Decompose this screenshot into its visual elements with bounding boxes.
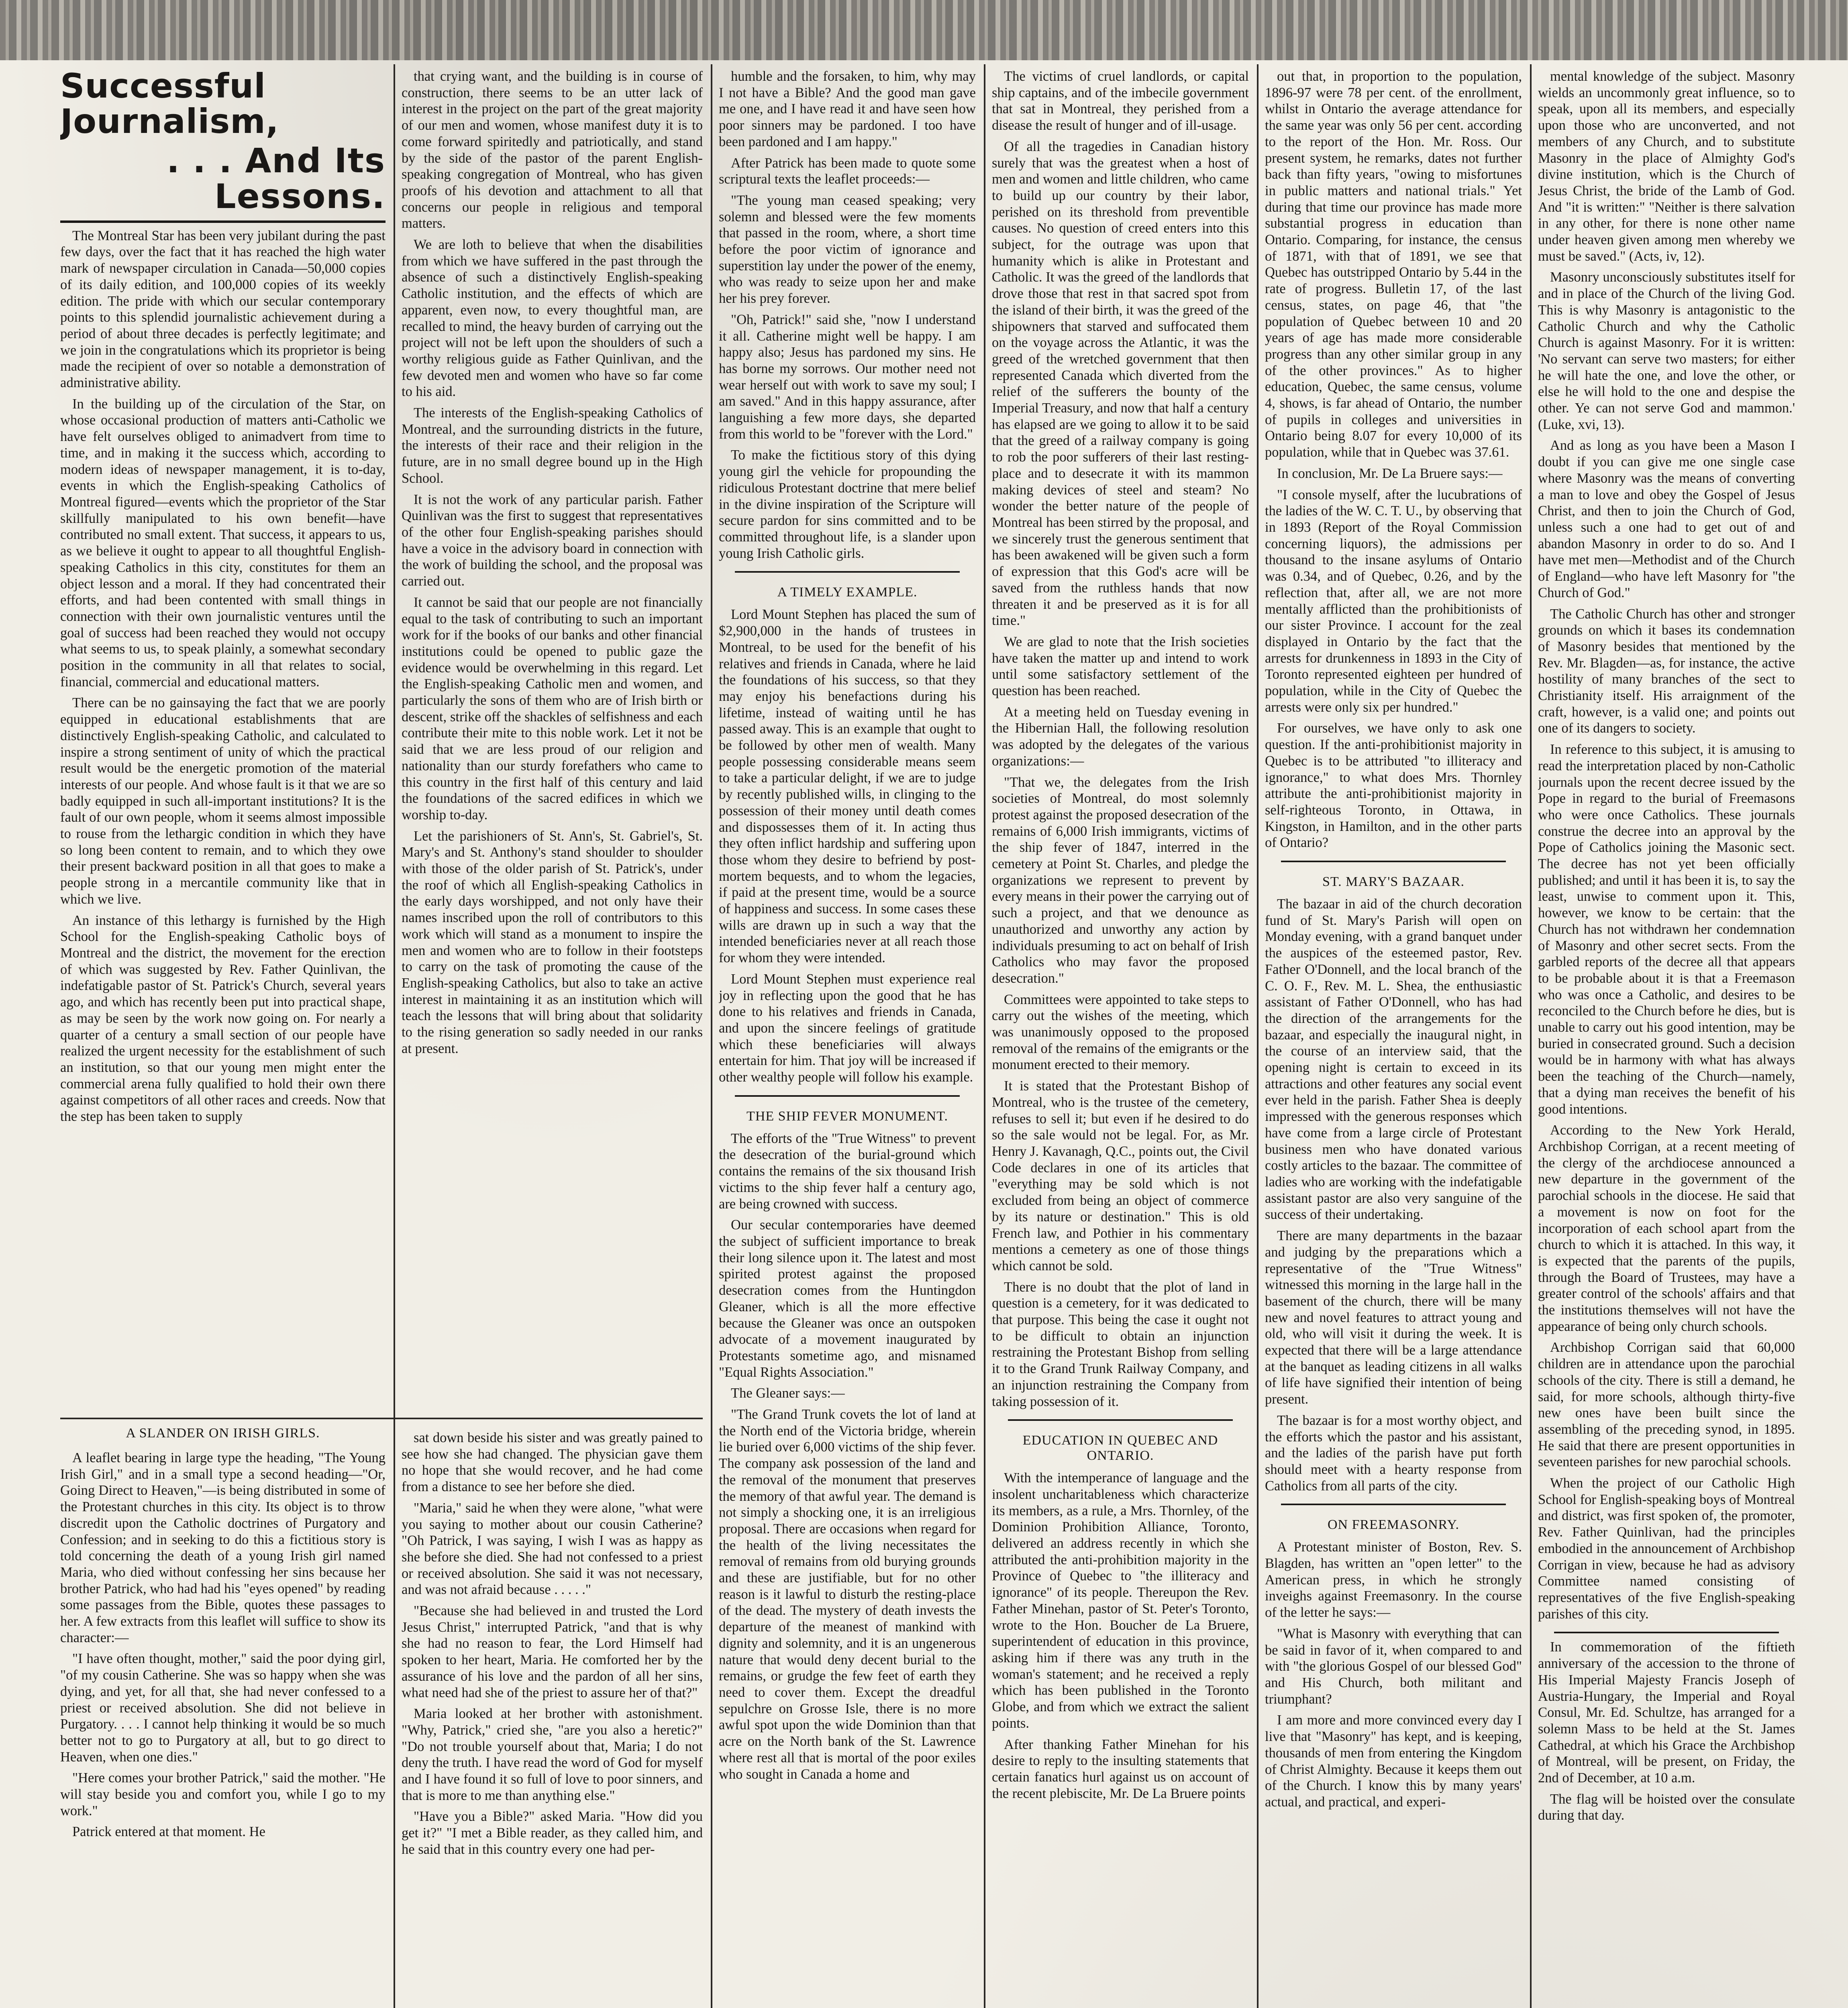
section-heading: ON FREEMASONRY. (1327, 1517, 1459, 1533)
section-heading: ST. MARY'S BAZAAR. (1322, 874, 1465, 890)
section-rule (1008, 1419, 1233, 1421)
article-paragraph: It cannot be said that our people are not financially equal to the task of contributing to such an important work for if the books of our banks and other financial institutions could be opened to public gaze the evidence would be overwhelming in this regard. Let the English-speaking Catholic men and women, and particularly the sons of them who are of Irish birth or descent, strike off the shackles of selfishness and each contribute their mite to this noble work. Let it not be said that we are less proud of our religion and nationality than our sturdy forefathers who came to this country in the first half of this century and laid the foundations of the sacred edifices in which we worship to-day. (402, 594, 703, 822)
column-rule (984, 64, 985, 2008)
column-rule (1530, 64, 1532, 2008)
section-heading: A SLANDER ON IRISH GIRLS. (126, 1426, 320, 1441)
article-paragraph: We are loth to believe that when the disabilities from which we have suffered in the past through the absence of such a distinctively English-speaking Catholic institution, and the effects of which are apparent, even now, to every thoughtful man, are recalled to mind, the heavy burden of carrying out the project will not be left upon the shoulders of such a worthy religious guide as Father Quinlivan, and the few devoted men and women who have so far come to his aid. (402, 237, 703, 400)
article-paragraph: It is stated that the Protestant Bishop of Montreal, who is the trustee of the cemetery, refuses to sell it; but even if he desired to do so the sale would not be legal. For, as Mr. Henry J. Kavanagh, Q.C., points out, the Civil Code declares in one of its articles that "everything may be sold which is not excluded from being an object of commerce by its nature or destination." This is old French law, and Pothier in his commentary mentions a cemetery as one of those things which cannot be sold. (992, 1078, 1249, 1273)
article-paragraph: "Here comes your brother Patrick," said the mother. "He will stay beside you and comfort you, while I go to my work." (60, 1770, 386, 1818)
article-paragraph: "Oh, Patrick!" said she, "now I understand it all. Catherine might well be happy. I am happy also; Jesus has pardoned my sins. He has borne my sorrows. Our mother need not wear herself out with work to save my soul; I am saved." And in this happy assurance, after languishing a few more days, she departed from this world to be "forever with the Lord." (719, 312, 976, 442)
slander-right (402, 1430, 703, 2008)
article-paragraph: "Have you a Bible?" asked Maria. "How did you get it?" "I met a Bible reader, as they called him, and he said that in this country every one had per- (402, 1809, 703, 1857)
article-paragraph: The Catholic Church has other and stronger grounds on which it bases its condemnation of Masonry besides that mentioned by the Rev. Mr. Blagden—as, for instance, the active hostility of many branches of the sect to Christianity itself. His arraignment of the craft, however, is a valid one; and points out one of its dangers to society. (1538, 606, 1795, 736)
column-3 (719, 68, 976, 2008)
article-paragraph: A Protestant minister of Boston, Rev. S. Blagden, has written an "open letter" to the American press, in which he strongly inveighs against Freemasonry. In the course of the letter he says:— (1265, 1539, 1522, 1620)
article-paragraph: After thanking Father Minehan for his desire to reply to the insulting statements that certain fanatics hurl against us on account of the recent plebiscite, Mr. De La Bruere points (992, 1737, 1249, 1801)
article-paragraph: "The Grand Trunk covets the lot of land at the North end of the Victoria bridge, wherein lie buried over 6,000 victims of the ship fever. The company ask possession of the land and the removal of the monument that preserves the memory of that awful year. The demand is not simply a shocking one, it is an irreligious proposal. There are occasions when regard for the health of the living necessitates the removal of remains from old burying grounds and these are justifiable, but for no other reason is it lawful to disturb the resting-place of the dead. The mystery of death invests the departure of the meanest of mankind with dignity and solemnity, and it is an ungenerous nature that would deny decent burial to the remains, or grudge the few feet of earth they need to cover them. Except the dreadful sepulchre on Grosse Isle, there is no more awful spot upon the wide Dominion than that acre on the North bank of the St. Lawrence where rest all that is mortal of the poor exiles who sought in Canada a home and (719, 1407, 976, 1782)
article-paragraph: We are glad to note that the Irish societies have taken the matter up and intend to work until some satisfactory settlement of the question has been reached. (992, 634, 1249, 699)
article-paragraph: And as long as you have been a Mason I doubt if you can give me one single case where Masonry was the means of converting a man to love and obey the Gospel of Jesus Christ, and then to join the Church of God, unless such a one had to get out of and abandon Masonry in order to do so. And I have met men—Methodist and of the Church of England—who have left Masonry for "the Church of God." (1538, 438, 1795, 600)
article-paragraph: "The young man ceased speaking; very solemn and blessed were the few moments that passed in the room, where, a short time before the poor victim of ignorance and superstition lay under the power of the enemy, who was ready to seize upon her and make her his prey forever. (719, 192, 976, 306)
article-paragraph: Lord Mount Stephen must experience real joy in reflecting upon the good that he has done to his relatives and friends in Canada, and upon the sincere feelings of gratitude which these beneficiaries will always entertain for him. That joy will be increased if other wealthy people will follow his example. (719, 971, 976, 1085)
article-paragraph: "I have often thought, mother," said the poor dying girl, "of my cousin Catherine. She was so happy when she was dying, and yet, for all that, she had never confessed to a priest or received absolution. She did not believe in Purgatory. . . . I cannot help thinking it would be so much better not to go to Purgatory at all, but to go direct to Heaven, when one dies." (60, 1651, 386, 1765)
section-rule (1281, 1504, 1506, 1505)
article-paragraph: When the project of our Catholic High School for English-speaking boys of Montreal and district, was first spoken of, the promoter, Rev. Father Quinlivan, had the principles embodied in the announcement of Archbishop Corrigan in view, because he had as advisory Committee named consisting of representatives of the five English-speaking parishes of this city. (1538, 1475, 1795, 1622)
article-paragraph: mental knowledge of the subject. Masonry wields an uncommonly great influence, so to speak, upon all its members, and especially upon those who are unconverted, and not members of any Church, and to substitute Masonry in the place of Almighty God's divine institution, which is the Church of Jesus Christ, the bride of the Lamb of God. And "it is written:" "Neither is there salvation in any other, for there is none other name under heaven given among men whereby we must be saved." (Acts, iv, 12). (1538, 69, 1795, 264)
column-rule (394, 64, 395, 2008)
article-paragraph: The efforts of the "True Witness" to prevent the desecration of the burial-ground which contains the remains of the six thousand Irish victims to the ship fever half a century ago, are being crowned with success. (719, 1131, 976, 1212)
slander-left (60, 1450, 386, 2008)
article-paragraph: In reference to this subject, it is amusing to read the interpretation placed by non-Catholic journals upon the recent decree issued by the Pope in regard to the burial of Freemasons who were once Catholics. These journals construe the decree into an approval by the Pope of Catholics joining the Masonic sect. The decree has not yet been officially published; and until it has been it is, to say the least, unwise to comment upon it. This, however, we know to be certain: that the Church has not withdrawn her condemnation of Masonry and other secret sects. From the garbled reports of the decree all that appears to be probable about it is that a Freemason who was once a Catholic, and desires to be reconciled to the Church before he dies, but is unable to carry out his good intention, may be buried in consecrated ground. Such a decision would be in harmony with what has always been the teaching of the Church—namely, that a dying man receives the benefit of his good intentions. (1538, 742, 1795, 1117)
article-paragraph: The victims of cruel landlords, or capital ship captains, and of the imbecile government that sat in Montreal, they perished from a disease the result of hunger and of ill-usage. (992, 69, 1249, 133)
article-paragraph: Patrick entered at that moment. He (72, 1824, 265, 1840)
article-paragraph: After Patrick has been made to quote some scriptural texts the leaflet proceeds:— (719, 155, 976, 187)
article-paragraph: The flag will be hoisted over the consulate during that day. (1538, 1791, 1795, 1823)
headline-line-1: Successful Journalism, (60, 68, 279, 141)
article-paragraph: Maria looked at her brother with astonishment. "Why, Patrick," cried she, "are you also a heretic?" "Do not trouble yourself about that, Maria; I do not deny the truth. I have read the word of God for myself and I have found it so full of love to poor sinners, and that is more to me than anything else." (402, 1706, 703, 1803)
article-paragraph: In commemoration of the fiftieth anniversary of the accession to the throne of His Imperial Majesty Francis Joseph of Austria-Hungary, the Imperial and Royal Consul, Mr. Ed. Schultze, has arranged for a solemn Mass to be held at the St. James Cathedral, at which his Grace the Archbishop of Montreal, will be present, on Friday, the 2nd of December, at 10 a.m. (1538, 1639, 1795, 1786)
section-rule (735, 571, 960, 573)
article-paragraph: The Montreal Star has been very jubilant during the past few days, over the fact that it has reached the high water mark of newspaper circulation in Canada—50,000 copies of its daily edition, and 100,000 copies of its weekly edition. The pride with which our secular contemporary points to this splendid journalistic achievement during a period of about three decades is perfectly legitimate; and we join in the congratulations which its proprietor is being made the recipient of over so notable a demonstration of administrative ability. (60, 228, 386, 391)
article-paragraph: It is not the work of any particular parish. Father Quinlivan was the first to suggest that representatives of the other four English-speaking parishes should have a voice in the advisory board in connection with the work of building the school, and the proposal was carried out. (402, 492, 703, 589)
article-paragraph: An instance of this lethargy is furnished by the High School for the English-speaking Catholic boys of Montreal and the district, the movement for the erection of which was suggested by Rev. Father Quinlivan, the indefatigable pastor of St. Patrick's Church, several years ago, and which has recently been put into practical shape, as may be seen by the work now going on. For nearly a quarter of a century a small section of our people have realized the urgent necessity for the establishment of such an institution, so that our young men might enter the commercial arena fully qualified to hold their own there against competitors of all other races and creeds. Now that the step has been taken to supply (60, 912, 386, 1124)
article-paragraph: To make the fictitious story of this dying young girl the vehicle for propounding the ridiculous Protestant doctrine that mere belief in the divine inspiration of the Scripture will secure pardon for sins committed and to be committed throughout life, is a slander upon young Irish Catholic girls. (719, 447, 976, 561)
slander-header (60, 1426, 386, 1447)
article-paragraph: In the building up of the circulation of the Star, on whose occasional production of matters anti-Catholic we have felt ourselves obliged to animadvert from time to time, and in making it the success which, according to modern ideas of newspaper management, it is to-day, events in which the English-speaking Catholics of Montreal figured—events which the proprietor of the Star skillfully manipulated to his own benefit—have contributed no small extent. That success, it appears to us, as we believe it ought to appear to all thoughtful English-speaking Catholics in this city, constitutes for them an object lesson and a moral. If they had concentrated their efforts, and had been contented with small things in connection with their own journalistic ventures until the goal of success had been reached they would not occupy what seems to us, to speak plainly, a somewhat secondary position in the community in all that relates to social, financial, commercial and educational matters. (60, 396, 386, 690)
section-rule (1554, 1632, 1779, 1633)
section-heading: EDUCATION IN QUEBEC AND ONTARIO. (1022, 1433, 1218, 1463)
article-paragraph: "I console myself, after the lucubrations of the ladies of the W. C. T. U., by observing that in 1893 (Report of the Royal Commission concerning liquors), the admissions per thousand to the insane asylums of Ontario was 0.34, and of Quebec, 0.26, and by the reflection that, after all, we are not more mentally afflicted than the prohibitionists of our sister Province. I account for the zeal displayed in Ontario by the fact that the arrests for drunkenness in 1893 in the City of Toronto represented eighteen per hundred of population, while in the City of Quebec the arrests were only six per hundred." (1265, 487, 1522, 715)
article-paragraph: "Because she had believed in and trusted the Lord Jesus Christ," interrupted Patrick, "and that is why she had no reason to fear, the Lord Himself had spoken to her heart, Maria. He comforted her by the assurance of his love and the pardon of all her sins, what need had she of the priest to assure her of that?" (402, 1603, 703, 1700)
article-paragraph: "What is Masonry with everything that can be said in favor of it, when compared to and with "the glorious Gospel of our blessed God" and His Church, both militant and triumphant? (1265, 1626, 1522, 1707)
article-paragraph: There is no doubt that the plot of land in question is a cemetery, for it was dedicated to that purpose. This being the case it ought not to be difficult to obtain an injunction restraining the Protestant Bishop from selling it to the Grand Trunk Railway Company, and an injunction restraining the Company from taking possession of it. (992, 1279, 1249, 1409)
column-1 (60, 68, 386, 1410)
column-2 (402, 68, 703, 1410)
article-paragraph: that crying want, and the building is in course of construction, there seems to be an utter lack of interest in the project on the part of the great majority of our men and women, whose manifest duty it is to come forward spiritedly and patriotically, and stand by the side of the pastor of the parent English-speaking congregation of Montreal, who has given proofs of his devotion and attachment to all that concerns our people in religious and temporal matters. (402, 69, 703, 231)
article-paragraph: Masonry unconsciously substitutes itself for and in place of the Church of the living God. This is why Masonry is antagonistic to the Catholic Church and why the Catholic Church is against Masonry. For it is written: 'No servant can serve two masters; for either he will hate the one, and love the other, or else he will hold to the one and despise the other. Ye can not serve God and mammon.' (Luke, xvi, 13). (1538, 269, 1795, 432)
article-paragraph: With the intemperance of language and the insolent uncharitableness which characterize its members, as a rule, a Mrs. Thornley, of the Dominion Prohibition Alliance, Toronto, delivered an address recently in which she attributed the anti-prohibition majority in the Province of Quebec to "the illiteracy and ignorance" of its people. Thereupon the Rev. Father Minehan, pastor of St. Peter's Toronto, wrote to the Hon. Boucher de La Bruere, superintendent of education in this province, asking him if there was any truth in the woman's statement; and he received a reply which has been published in the Toronto Globe, and from which we extract the salient points. (992, 1470, 1249, 1731)
column-4 (992, 68, 1249, 2008)
article-paragraph: In conclusion, Mr. De La Bruere says:— (1277, 465, 1503, 481)
article-paragraph: There can be no gainsaying the fact that we are poorly equipped in educational establishments that are distinctively English-speaking Catholic, and calculated to inspire a strong sentiment of unity of which the practical result would be the energetic promotion of the material interests of our people. And whose fault is it that we are so badly equipped in such all-important institutions? It is the fault of our own people, whom it seems almost impossible to rouse from the lethargic condition in which they have so long been content to remain, and to which they owe their present backward position in all that goes to make a people strong in a mercantile community like that in which we live. (60, 695, 386, 907)
article-paragraph: Lord Mount Stephen has placed the sum of $2,900,000 in the hands of trustees in Montreal, to be used for the benefit of his relatives and friends in Canada, where he laid the foundations of his success, so that they may enjoy his benefactions during his lifetime, instead of waiting until he has passed away. This is an example that ought to be followed by other men of wealth. Many people possessing considerable means seem to take a particular delight, if we are to judge by recently published wills, in clinging to the possession of their money until death comes and dispossesses them of it. In acting thus they often inflict hardship and suffering upon those whom they desire to befriend by post-mortem bequests, and to whom the legacies, if paid at the present time, would be a source of happiness and success. In some cases these wills are drawn up in such a way that the intended beneficiaries never at all reach those for whom they were intended. (719, 607, 976, 966)
article-paragraph: There are many departments in the bazaar and judging by the preparations which a representative of the "True Witness" witnessed this morning in the large hall in the basement of the church, there will be many new and novel features to attract young and old, who will visit it during the week. It is expected that there will be a large attendance at the banquet as leading citizens in all walks of life have signified their intention of being present. (1265, 1228, 1522, 1407)
section-heading: A TIMELY EXAMPLE. (777, 585, 918, 600)
section-rule (735, 1095, 960, 1097)
article-paragraph: Our secular contemporaries have deemed the subject of sufficient importance to break their long silence upon it. The latest and most spirited protest against the proposed desecration comes from the Huntingdon Gleaner, which is all the more effective because the Gleaner was once an outspoken advocate of a movement inaugurated by Protestants sometime ago, and misnamed "Equal Rights Association." (719, 1217, 976, 1380)
column-5 (1265, 68, 1522, 2008)
section-rule (1281, 861, 1506, 862)
article-paragraph: According to the New York Herald, Archbishop Corrigan, at a recent meeting of the clergy of the archdiocese announced a new departure in the government of the parochial schools in the diocese. He said that a movement is now on foot for the incorporation of each school apart from the church to which it is attached. In this way, it is expected that the parents of the pupils, through the Board of Trustees, may have a greater control of the schools' affairs and that the institutions themselves will not have the appearance of being only church schools. (1538, 1122, 1795, 1334)
article-paragraph: The Gleaner says:— (731, 1386, 845, 1401)
article-paragraph: "Maria," said he when they were alone, "what were you saying to mother about our cousin Catherine? "Oh Patrick, I was saying, I wish I was as happy as she before she died. She had not confessed to a priest or received absolution. She said it was not necessary, and was not afraid because . . . . ." (402, 1500, 703, 1598)
article-paragraph: A leaflet bearing in large type the heading, "The Young Irish Girl," and in a small type a second heading—"Or, Going Direct to Heaven,"—is being distributed in some of the Protestant churches in this city. Its object is to throw discredit upon the Catholic doctrines of Purgatory and Confession; and in seeking to do this a fictitious story is told concerning the death of a young Irish girl named Maria, who died without confessing her sins because her brother Patrick, who had had his "eyes opened" by reading some passages from the Bible, quotes these passages to her. A few extracts from this leaflet will suffice to show its character:— (60, 1450, 386, 1645)
article-paragraph: At a meeting held on Tuesday evening in the Hibernian Hall, the following resolution was adopted by the delegates of the various organizations:— (992, 704, 1249, 769)
scan-edge-top (0, 0, 1848, 60)
section-heading: THE SHIP FEVER MONUMENT. (747, 1108, 948, 1124)
article-paragraph: Committees were appointed to take steps to carry out the wishes of the meeting, which was unanimously opposed to the proposed removal of the remains of the emigrants or the monument erected to their memory. (992, 992, 1249, 1073)
column-rule (1257, 64, 1259, 2008)
article-paragraph: out that, in proportion to the population, 1896-97 were 78 per cent. of the enrollment, whilst in Ontario the average attendance for the same year was only 56 per cent. according to the report of the Hon. Mr. Ross. Our present system, he remarks, dates not further back than fifty years, "owing to misfortunes in public matters and national trials." Yet during that time our province has made more substantial progress in education than Ontario. Comparing, for instance, the census of 1871, with that of 1891, we see that Quebec has outstripped Ontario by 5.44 in the rate of progress. Bulletin 17, of the last census, states, on page 46, that "the population of Quebec between 10 and 20 years of age has made more considerable progress than any other similar group in any of the other provinces." As to higher education, Quebec, the same census, volume 4, shows, is far ahead of Ontario, the number of pupils in colleges and universities in Ontario being 8.07 for every 10,000 of its population, while that in Quebec was 37.61. (1265, 69, 1522, 460)
article-paragraph: The bazaar is for a most worthy object, and the efforts which the pastor and his assistant, and the ladies of the parish have put forth should meet with a hearty response from Catholics from all parts of the city. (1265, 1412, 1522, 1494)
headline-line-2: . . . And Its Lessons. (166, 141, 386, 216)
article-paragraph: "That we, the delegates from the Irish societies of Montreal, do most solemnly protest against the proposed desecration of the remains of 6,000 Irish immigrants, victims of the ship fever of 1847, interred in the cemetery at Point St. Charles, and pledge the organizations we represent to prevent by every means in their power the carrying out of such a project, and that we denounce as unauthorized and unworthy any action by individuals presuming to act on behalf of Irish Catholics who may favor the proposed desecration." (992, 774, 1249, 986)
article-paragraph: Archbishop Corrigan said that 60,000 children are in attendance upon the parochial schools of the city. There is still a demand, he said, for more schools, although thirty-five new ones have been built since the assembling of the preceding synod, in 1895. He said that there are present opportunities in seventeen parishes for new parochial schools. (1538, 1340, 1795, 1470)
article-paragraph: Of all the tragedies in Canadian history surely that was the greatest when a host of men and women and little children, who came to build up our country by their labor, perished on its threshold from preventible causes. No question of creed enters into this subject, for the outrage was upon that humanity which is alike in Protestant and Catholic. It was the greed of the landlords that drove those that rest in that sacred spot from the island of their birth, it was the greed of the shipowners that starved and suffocated them on the voyage across the Atlantic, it was the greed of the wretched government that then represented Canada which diverted from the relief of the sufferers the bounty of the Imperial Treasury, and now that half a century has elapsed are we going to allow it to be said that the greed of a railway company is going to rob the poor sufferers of their last resting-place and to desecrate it with its mammon making devices of steel and steam? No wonder the better nature of the people of Montreal has been stirred by the proposal, and we sincerely trust the generous sentiment that has been awakened will be given such a form of expression that this God's acre will be saved from the ruthless hands that now threaten it and be preserved as it is for all time." (992, 139, 1249, 629)
article-paragraph: The bazaar in aid of the church decoration fund of St. Mary's Parish will open on Monday evening, with a grand banquet under the auspices of the esteemed pastor, Rev. Father O'Donnell, and the local branch of the C. O. F., Rev. M. L. Shea, the enthusiastic assistant of Father O'Donnell, who has had the direction of the arrangements for the bazaar, and especially the inaugural night, in the course of an interview said, that the opening night is certain to exceed in its attractions and other features any social event ever held in the parish. Father Shea is deeply impressed with the generous responses which have come from a large circle of Protestant business men who have donated various costly articles to the bazaar. The committee of ladies who are working with the indefatigable assistant pastor are also very sanguine of the success of their undertaking. (1265, 896, 1522, 1222)
column-rule (711, 64, 712, 2008)
article-paragraph: The interests of the English-speaking Catholics of Montreal, and the surrounding districts in the future, the interests of their race and their religion in the future, are in no small degree bound up in the High School. (402, 405, 703, 486)
article-paragraph: I am more and more convinced every day I live that "Masonry" has kept, and is keeping, thousands of men from entering the Kingdom of Christ Almighty. Because it keeps them out of the Church. I know this by many years' actual, and practical, and experi- (1265, 1712, 1522, 1810)
article-paragraph: For ourselves, we have only to ask one question. If the anti-prohibitionist majority in Quebec is to be attributed "to illiteracy and ignorance," to what does Mrs. Thornley attribute the anti-prohibitionist majority in self-righteous Toronto, in Ottawa, in Kingston, in Hamilton, and in the other parts of Ontario? (1265, 720, 1522, 851)
column-6 (1538, 68, 1795, 2008)
headline (60, 68, 386, 214)
article-paragraph: Let the parishioners of St. Ann's, St. Gabriel's, St. Mary's and St. Anthony's stand shoulder to shoulder with those of the older parish of St. Patrick's, under the roof of which all English-speaking Catholics in the early days worshipped, and not only have their names inscribed upon the roll of contributors to this work which will stand as a monument to inspire the men and women who are to follow in their footsteps to carry on the task of promoting the cause of the English-speaking Catholics, but also to take an active interest in maintaining it as an institution which will teach the lessons that will bring about that solidarity to the rising generation so sadly needed in our ranks at present. (402, 828, 703, 1056)
article-paragraph: sat down beside his sister and was greatly pained to see how she had changed. The physician gave them no hope that she would recover, and he had come from a distance to see her before she died. (402, 1430, 703, 1495)
headline-rule (60, 220, 386, 223)
article-paragraph: humble and the forsaken, to him, why may I not have a Bible? And the good man gave me one, and I have read it and have seen how poor sinners may be pardoned. I too have been pardoned and I am happy." (719, 69, 976, 149)
section-rule (60, 1418, 703, 1419)
